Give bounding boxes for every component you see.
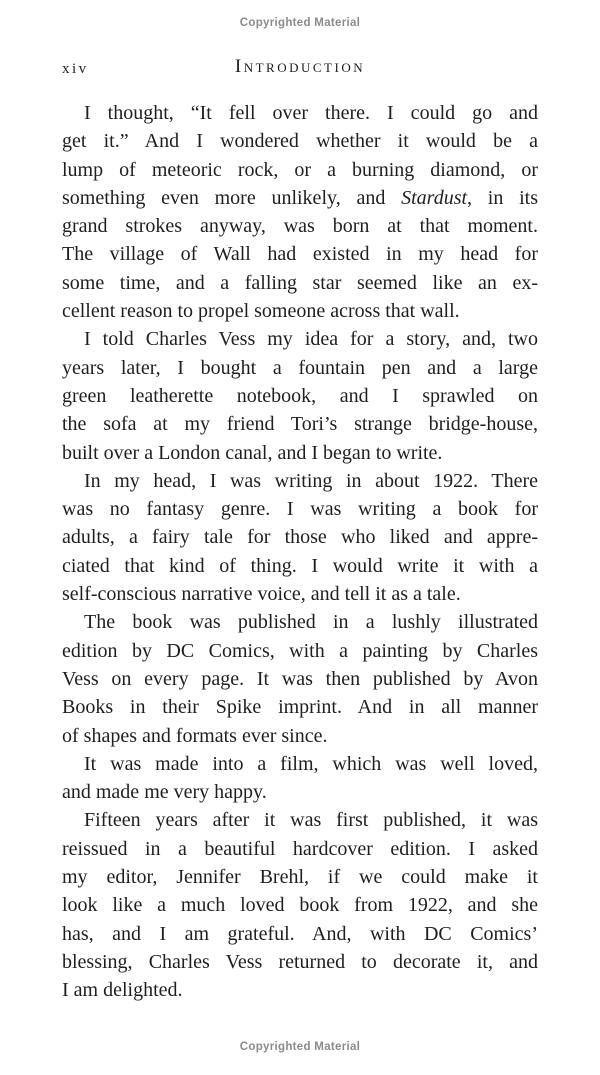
- text-line: get it.” And I wondered whether it would be a: [62, 130, 538, 153]
- text-line: edition by DC Comics, with a painting by Charles: [62, 639, 538, 662]
- copyright-notice-bottom: Copyrighted Material: [239, 1041, 361, 1053]
- text-line: look like a much loved book from 1922, and she: [62, 894, 538, 917]
- text-line: self-conscious narrative voice, and tell it as a tale.: [62, 583, 461, 606]
- text-line: years later, I bought a fountain pen and a large: [62, 356, 538, 379]
- text-line: ciated that kind of thing. I would write it with a: [62, 554, 538, 577]
- page-number: xiv: [62, 61, 89, 77]
- text-line: I am delighted.: [62, 979, 183, 1002]
- text-line: built over a London canal, and I began to write.: [62, 441, 443, 464]
- text-line: of shapes and formats ever since.: [62, 724, 328, 747]
- text-line: blessing, Charles Vess returned to decorate it, and: [62, 950, 538, 973]
- text-line: something even more unlikely, and Stardust, in its: [62, 186, 538, 209]
- text-line: Fifteen years after it was first published, it was: [84, 809, 538, 832]
- text-line: green leatherette notebook, and I sprawled on: [62, 384, 538, 407]
- text-line: the sofa at my friend Tori’s strange bridge-house,: [62, 413, 538, 436]
- paragraph: [62, 467, 538, 608]
- text-line: my editor, Jennifer Brehl, if we could make it: [62, 866, 538, 889]
- text-line: grand strokes anyway, was born at that moment.: [62, 215, 538, 238]
- text-line: adults, a fairy tale for those who liked and appre-: [62, 526, 538, 549]
- paragraph: [62, 99, 538, 325]
- text-line: has, and I am grateful. And, with DC Comics’: [62, 922, 538, 945]
- page-header: [62, 56, 538, 80]
- text-line: I thought, “It fell over there. I could go and: [84, 102, 538, 124]
- text-line: some time, and a falling star seemed like an ex-: [62, 271, 538, 294]
- paragraph: [62, 325, 538, 466]
- text-line: cellent reason to propel someone across that wall.: [62, 300, 460, 323]
- chapter-title: Introduction: [234, 56, 366, 77]
- body-text: [62, 99, 538, 1005]
- text-line: reissued in a beautiful hardcover edition. I asked: [62, 837, 538, 860]
- copyright-notice-top: Copyrighted Material: [239, 17, 361, 29]
- text-line: Vess on every page. It was then published by Avon: [62, 667, 538, 690]
- text-line: The book was published in a lushly illustrated: [84, 611, 538, 634]
- paragraph: [62, 806, 538, 1004]
- text-line: lump of meteoric rock, or a burning diamond, or: [62, 158, 538, 181]
- text-line: Books in their Spike imprint. And in all manner: [62, 696, 538, 719]
- text-line: I told Charles Vess my idea for a story, and, two: [84, 328, 538, 351]
- paragraph: [62, 608, 538, 749]
- text-line: was no fantasy genre. I was writing a book for: [62, 498, 538, 521]
- text-line: In my head, I was writing in about 1922. There: [84, 469, 538, 492]
- text-line: It was made into a film, which was well loved,: [84, 752, 538, 775]
- paragraph: [62, 750, 538, 807]
- text-line: and made me very happy.: [62, 781, 267, 804]
- text-line: The village of Wall had existed in my head for: [62, 243, 538, 266]
